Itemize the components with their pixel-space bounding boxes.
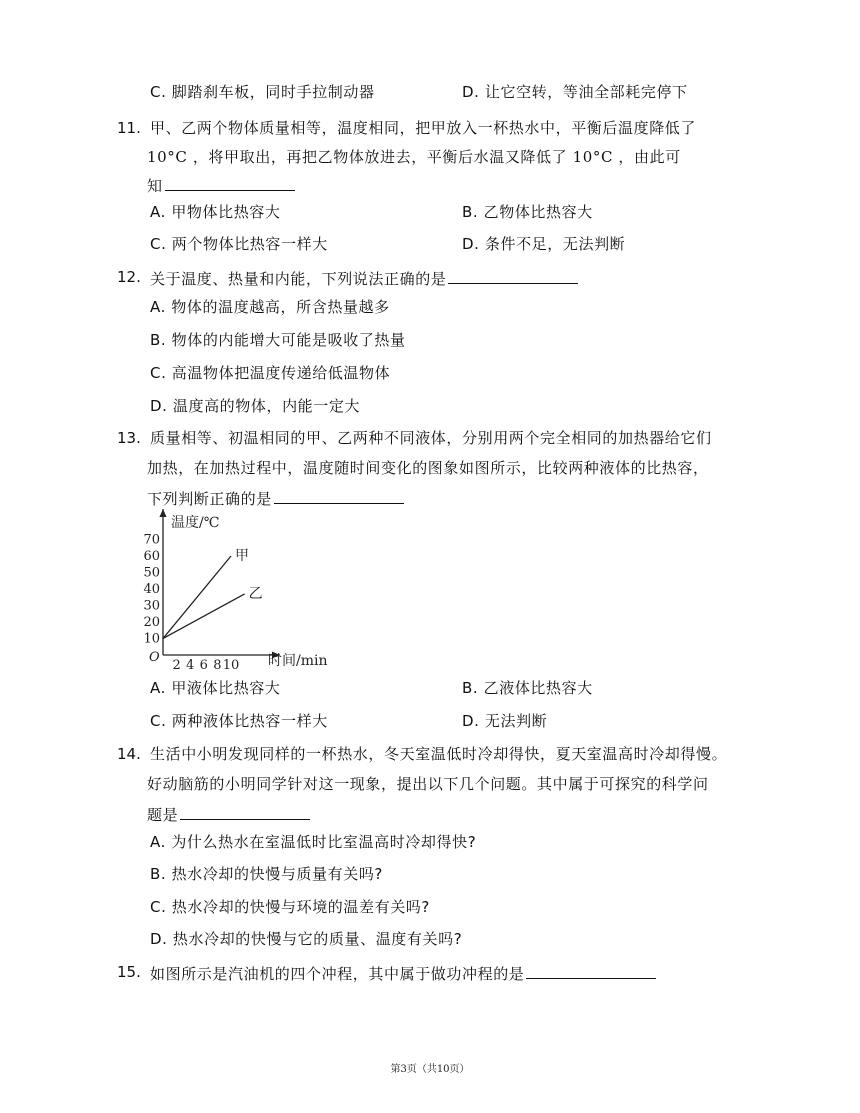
option-b: B. 热水冷却的快慢与质量有关吗?: [150, 865, 383, 883]
option-c: C. 两种液体比热容一样大: [150, 712, 328, 730]
question-text: 质量相等、初温相同的甲、乙两种不同液体，分别用两个完全相同的加热器给它们: [150, 429, 712, 447]
option-d: D. 条件不足，无法判断: [462, 235, 626, 253]
question-number: 12.: [117, 268, 141, 286]
question-number: 14.: [117, 745, 141, 763]
question-number: 13.: [117, 429, 141, 447]
answer-blank: [448, 267, 578, 284]
option-c: C. 热水冷却的快慢与环境的温差有关吗?: [150, 898, 430, 916]
question-text: 下列判断正确的是: [147, 487, 404, 509]
x-tick-label: 8: [213, 658, 222, 670]
answer-blank: [274, 487, 404, 504]
x-tick-label: 6: [199, 658, 208, 670]
option-b: B. 乙物体比热容大: [462, 203, 593, 221]
answer-blank: [165, 174, 295, 191]
y-tick-label: 60: [143, 549, 160, 564]
y-tick-label: 20: [143, 615, 160, 630]
page-footer: 第3页（共10页）: [390, 1064, 470, 1075]
question-text: 如图所示是汽油机的四个冲程，其中属于做功冲程的是: [150, 962, 656, 984]
origin-label: O: [149, 650, 160, 665]
option-c: C. 脚踏刹车板，同时手拉制动器: [150, 83, 375, 101]
option-a: A. 甲物体比热容大: [150, 203, 281, 221]
y-tick-label: 50: [143, 565, 160, 581]
option-a: A. 物体的温度越高，所含热量越多: [150, 298, 390, 316]
question-text: 知: [147, 174, 295, 196]
question-text: 关于温度、热量和内能，下列说法正确的是: [150, 267, 578, 289]
question-text: 题是: [147, 803, 310, 825]
series-label: 乙: [248, 585, 263, 602]
question-number: 15.: [117, 963, 141, 981]
series-line: [163, 594, 245, 639]
question-text: 生活中小明发现同样的一杯热水，冬天室温低时冷却得快，夏天室温高时冷却得慢。: [150, 745, 728, 763]
series-line: [163, 556, 231, 639]
y-axis-label: 温度/℃: [171, 515, 220, 531]
x-tick-label: 4: [186, 658, 195, 670]
option-c: C. 两个物体比热容一样大: [150, 235, 328, 253]
temperature-time-chart: [140, 505, 365, 670]
answer-blank: [180, 803, 310, 820]
option-b: B. 物体的内能增大可能是吸收了热量: [150, 331, 406, 349]
option-d: D. 让它空转，等油全部耗完停下: [462, 83, 688, 101]
x-axis-label: 时间/min: [268, 653, 328, 669]
option-a: A. 为什么热水在室温低时比室温高时冷却得快?: [150, 833, 477, 851]
y-tick-label: 40: [143, 582, 160, 597]
question-text: 10°C ，将甲取出，再把乙物体放进去，平衡后水温又降低了 10°C ，由此可: [147, 148, 681, 166]
option-b: B. 乙液体比热容大: [462, 679, 593, 697]
option-d: D. 温度高的物体，内能一定大: [150, 397, 361, 415]
y-tick-label: 10: [143, 631, 160, 647]
y-tick-label: 30: [143, 598, 160, 614]
answer-blank: [526, 962, 656, 979]
option-d: D. 无法判断: [462, 712, 548, 730]
option-c: C. 高温物体把温度传递给低温物体: [150, 364, 391, 382]
x-tick-label: 10: [222, 658, 240, 670]
option-a: A. 甲液体比热容大: [150, 679, 281, 697]
question-number: 11.: [117, 119, 141, 137]
x-tick-label: 2: [172, 658, 181, 670]
question-text: 好动脑筋的小明同学针对这一现象，提出以下几个问题。其中属于可探究的科学问: [147, 775, 709, 793]
question-text: 甲、乙两个物体质量相等，温度相同，把甲放入一杯热水中，平衡后温度降低了: [150, 119, 697, 137]
question-text: 加热，在加热过程中，温度随时间变化的图象如图所示，比较两种液体的比热容，: [147, 459, 709, 477]
y-tick-label: 70: [143, 532, 160, 548]
option-d: D. 热水冷却的快慢与它的质量、温度有关吗?: [150, 930, 463, 948]
series-label: 甲: [235, 548, 249, 564]
